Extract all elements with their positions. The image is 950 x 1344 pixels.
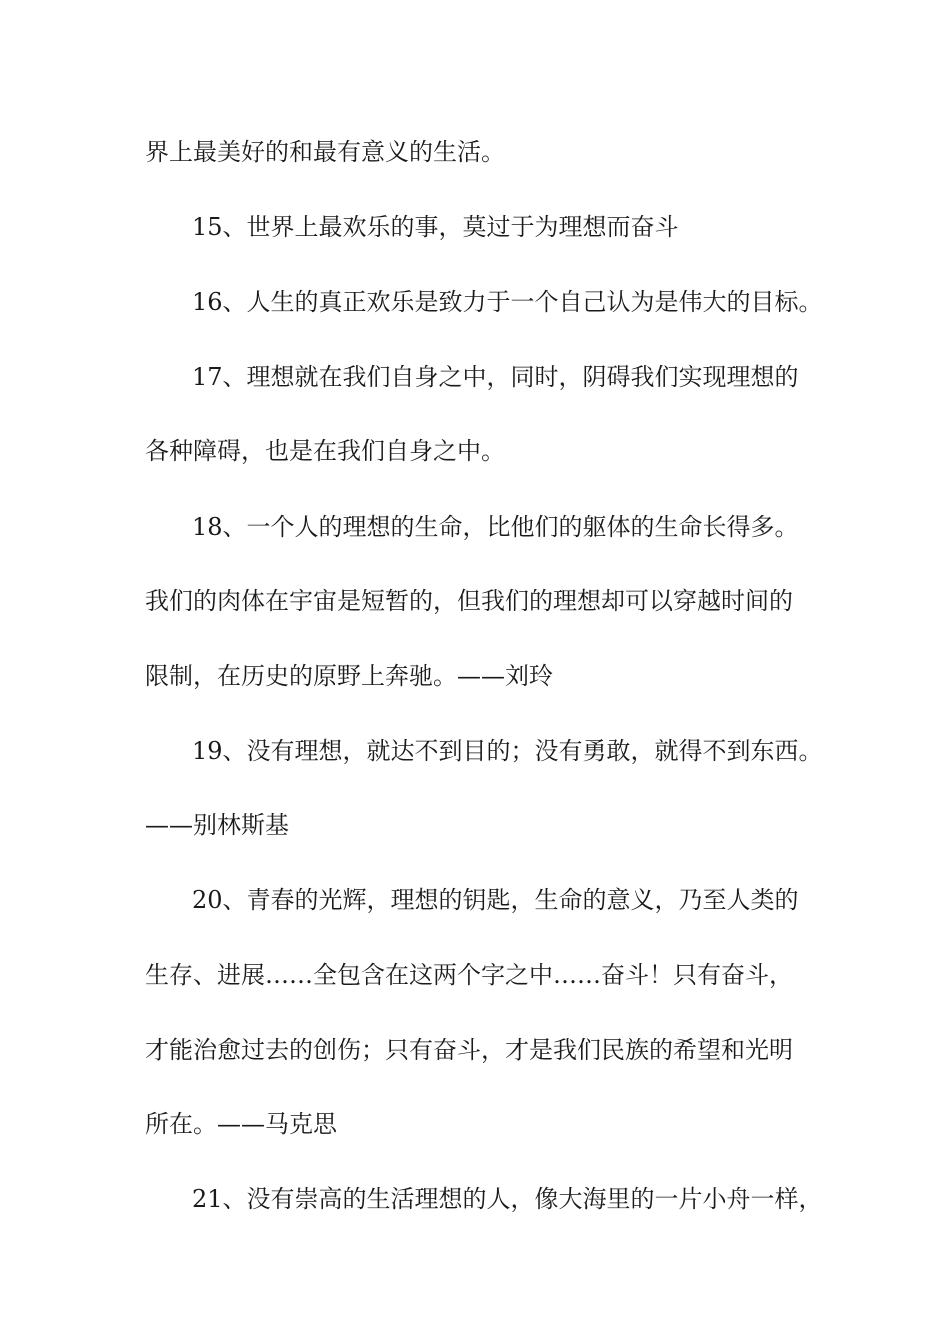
quote-19: 19、没有理想，就达不到目的；没有勇敢，就得不到东西。 bbox=[192, 737, 823, 765]
text-line: 界上最美好的和最有意义的生活。 bbox=[145, 138, 505, 166]
text-line: 生存、进展……全包含在这两个字之中……奋斗！只有奋斗， bbox=[145, 961, 793, 989]
text-line: 才能治愈过去的创伤；只有奋斗，才是我们民族的希望和光明 bbox=[145, 1036, 793, 1064]
quote-21: 21、没有崇高的生活理想的人，像大海里的一片小舟一样， bbox=[192, 1185, 823, 1213]
text-line: 我们的肉体在宇宙是短暂的，但我们的理想却可以穿越时间的 bbox=[145, 587, 793, 615]
quote-15: 15、世界上最欢乐的事，莫过于为理想而奋斗 bbox=[192, 213, 679, 241]
quote-18: 18、一个人的理想的生命，比他们的躯体的生命长得多。 bbox=[192, 513, 799, 541]
quote-20: 20、青春的光辉，理想的钥匙，生命的意义，乃至人类的 bbox=[192, 886, 799, 914]
text-line: 限制，在历史的原野上奔驰。——刘玲 bbox=[145, 662, 553, 690]
text-line: 各种障碍，也是在我们自身之中。 bbox=[145, 437, 505, 465]
text-line: 所在。——马克思 bbox=[145, 1110, 337, 1138]
quote-16: 16、人生的真正欢乐是致力于一个自己认为是伟大的目标。 bbox=[192, 288, 823, 316]
text-line: ——别林斯基 bbox=[145, 811, 289, 839]
quote-17: 17、理想就在我们自身之中，同时，阴碍我们实现理想的 bbox=[192, 363, 799, 391]
